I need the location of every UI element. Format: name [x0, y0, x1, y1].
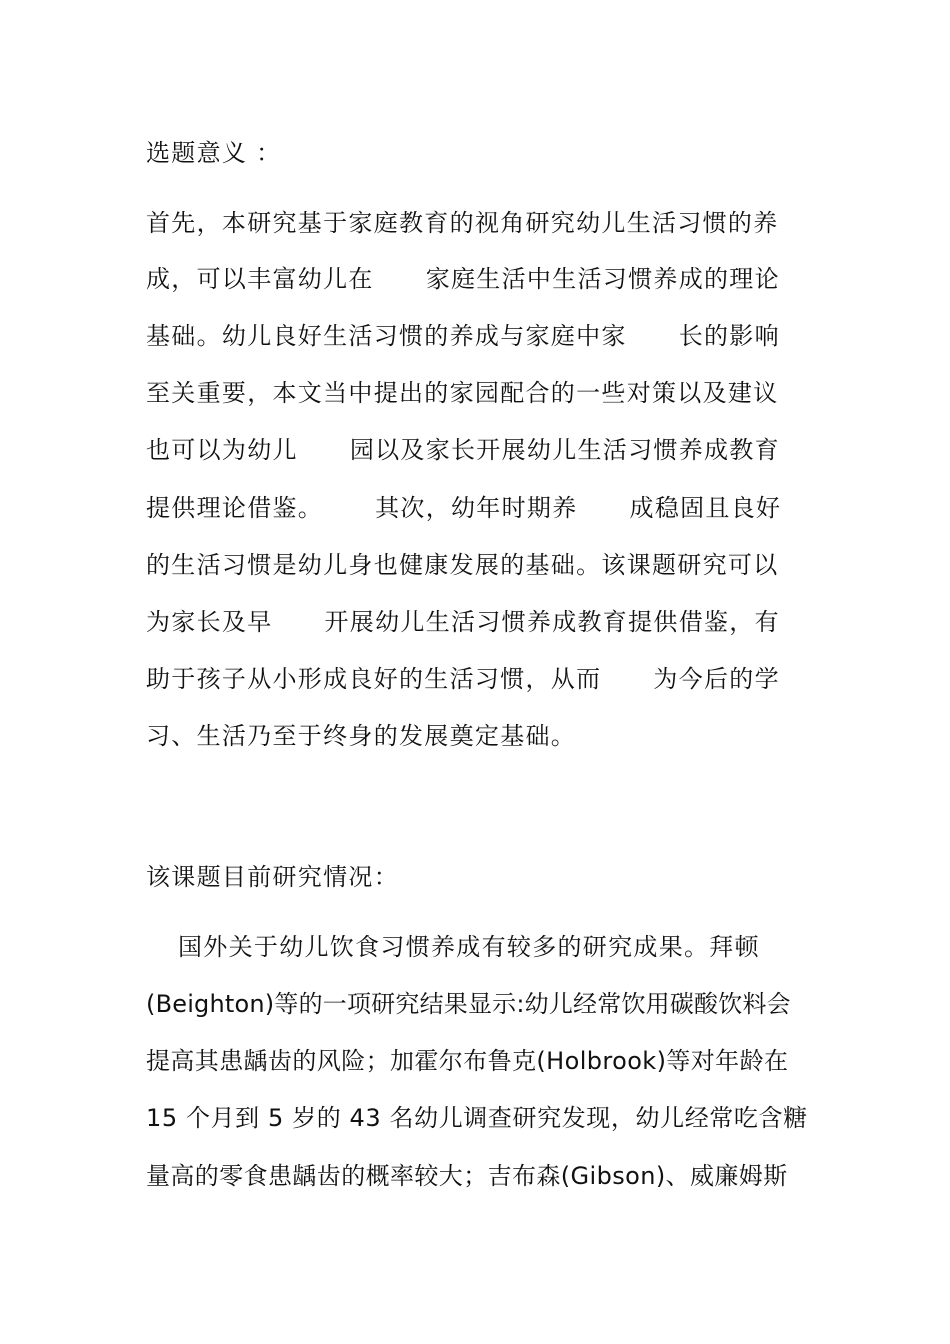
- paragraph-line: 习、生活乃至于终身的发展奠定基础。: [146, 722, 577, 750]
- text-run: 成稳固且良好: [629, 494, 782, 522]
- paragraph-line: 首先，本研究基于家庭教育的视角研究幼儿生活习惯的养: [146, 209, 779, 237]
- text-run: 也可以为幼儿: [146, 436, 298, 464]
- paragraph-line: [146, 434, 816, 466]
- paragraph-line: [146, 320, 816, 352]
- section-heading-research-status: 该课题目前研究情况：: [146, 863, 399, 891]
- paragraph-line: (Beighton)等的一项研究结果显示:幼儿经常饮用碳酸饮料会: [146, 990, 791, 1018]
- text-run: 园以及家长开展幼儿生活习惯养成教育: [349, 436, 780, 464]
- paragraph-line: [146, 606, 816, 638]
- section-heading-significance: 选题意义 ：: [146, 139, 282, 167]
- text-run: 为今后的学: [653, 665, 780, 693]
- text-run: 基础。幼儿良好生活习惯的养成与家庭中家: [146, 322, 627, 350]
- text-run: 提供理论借鉴。: [146, 494, 324, 522]
- text-run: 其次，幼年时期养: [375, 494, 578, 522]
- paragraph-line: 国外关于幼儿饮食习惯养成有较多的研究成果。拜顿: [178, 933, 760, 961]
- paragraph-line: 15 个月到 5 岁的 43 名幼儿调查研究发现，幼儿经常吃含糖: [146, 1104, 808, 1132]
- paragraph-line: 至关重要，本文当中提出的家园配合的一些对策以及建议: [146, 379, 779, 407]
- paragraph-line: [146, 663, 816, 695]
- text-run: 成，可以丰富幼儿在: [146, 265, 374, 293]
- paragraph-line: 量高的零食患龋齿的概率较大；吉布森(Gibson)、威廉姆斯: [146, 1162, 788, 1190]
- text-run: 助于孩子从小形成良好的生活习惯，从而: [146, 665, 602, 693]
- paragraph-line: [146, 263, 816, 295]
- text-run: 开展幼儿生活习惯养成教育提供借鉴，有: [324, 608, 780, 636]
- text-run: 为家长及早: [146, 608, 273, 636]
- text-run: 家庭生活中生活习惯养成的理论: [425, 265, 780, 293]
- text-run: 长的影响: [678, 322, 780, 350]
- paragraph-line: [146, 492, 816, 524]
- paragraph-line: 提高其患龋齿的风险；加霍尔布鲁克(Holbrook)等对年龄在: [146, 1047, 789, 1075]
- paragraph-line: 的生活习惯是幼儿身也健康发展的基础。该课题研究可以: [146, 551, 779, 579]
